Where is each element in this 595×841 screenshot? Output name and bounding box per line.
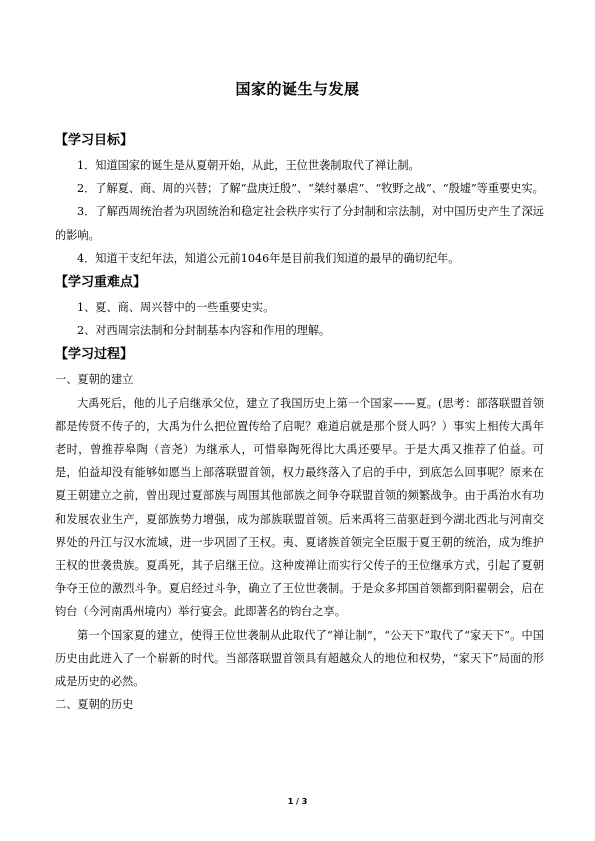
process-paragraph-1: 大禹死后，他的儿子启继承父位，建立了我国历史上第一个国家——夏。(思考：部落联盟首领都是传贤不传子的，大禹为什么把位置传给了启呢？难道启就是那个贤人吗？）事实上相传大禹年老时，曾推荐皋陶（音尧）为继承人，可惜皋陶死得比大禹还要早。于是大禹又推荐了伯益。可是，伯益却没有能够如愿当上部落联盟首领，权力最终落入了启的手中，到底怎么回事呢？原来在夏王朝建立之前，曾出现过夏部族与周围其他部族之间争夺联盟首领的频繁战争。由于禹治水有功和发展农业生产，夏部族势力增强，成为部族联盟首领。后来禹将三苗驱赶到今湖北西北与河南交界处的丹江与汉水流域，进一步巩固了王权。夷、夏诸族首领完全臣服于夏王朝的统治，成为维护王权的世袭贵族。夏禹死，其子启继王位。这种废禅让而实行父传子的王位继承方式，引起了夏朝争夺王位的激烈斗争。夏启经过斗争，确立了王位世袭制。于是众多邦国首领都到阳翟朝会，启在钧台（今河南禹州境内）举行宴会。此即著名的钧台之享。 [55,396,544,619]
objective-item-1: 1．知道国家的诞生是从夏朝开始，从此，王位世袭制取代了禅让制。 [77,159,420,172]
key-point-item-1: 1、夏、商、周兴替中的一些重要史实。 [77,301,275,315]
objective-item-3: 3．了解西周统治者为巩固统治和稳定社会秩序实行了分封制和宗法制，对中国历史产生了深远的影响。 [55,205,544,242]
process-heading: 【学习过程】 [55,347,134,363]
objectives-heading: 【学习目标】 [55,133,134,148]
objective-item-2: 2．了解夏、商、周的兴替；了解“盘庚迁殷”、“桀纣暴虐”、“牧野之战”、“殷墟”等重要史实。 [77,182,544,196]
key-points-heading: 【学习重难点】 [55,275,147,291]
document-title: 国家的诞生与发展 [235,80,360,98]
document-body [55,128,544,716]
subsection-title-1: 一、夏朝的建立 [55,373,134,387]
page-number: 1 / 3 [287,797,308,806]
objective-item-4: 4．知道干支纪年法，知道公元前1046年是目前我们知道的最早的确切纪年。 [77,251,460,265]
key-point-item-2: 2、对西周宗法制和分封制基本内容和作用的理解。 [77,324,331,338]
process-paragraph-2: 第一个国家夏的建立，使得王位世袭制从此取代了“禅让制”，“公天下”取代了“家天下”。中国历史由此进入了一个崭新的时代。当部落联盟首领具有超越众人的地位和权势，“家天下”局面的形成是历史的必然。 [55,628,544,689]
subsection-title-2: 二、夏朝的历史 [55,698,134,712]
